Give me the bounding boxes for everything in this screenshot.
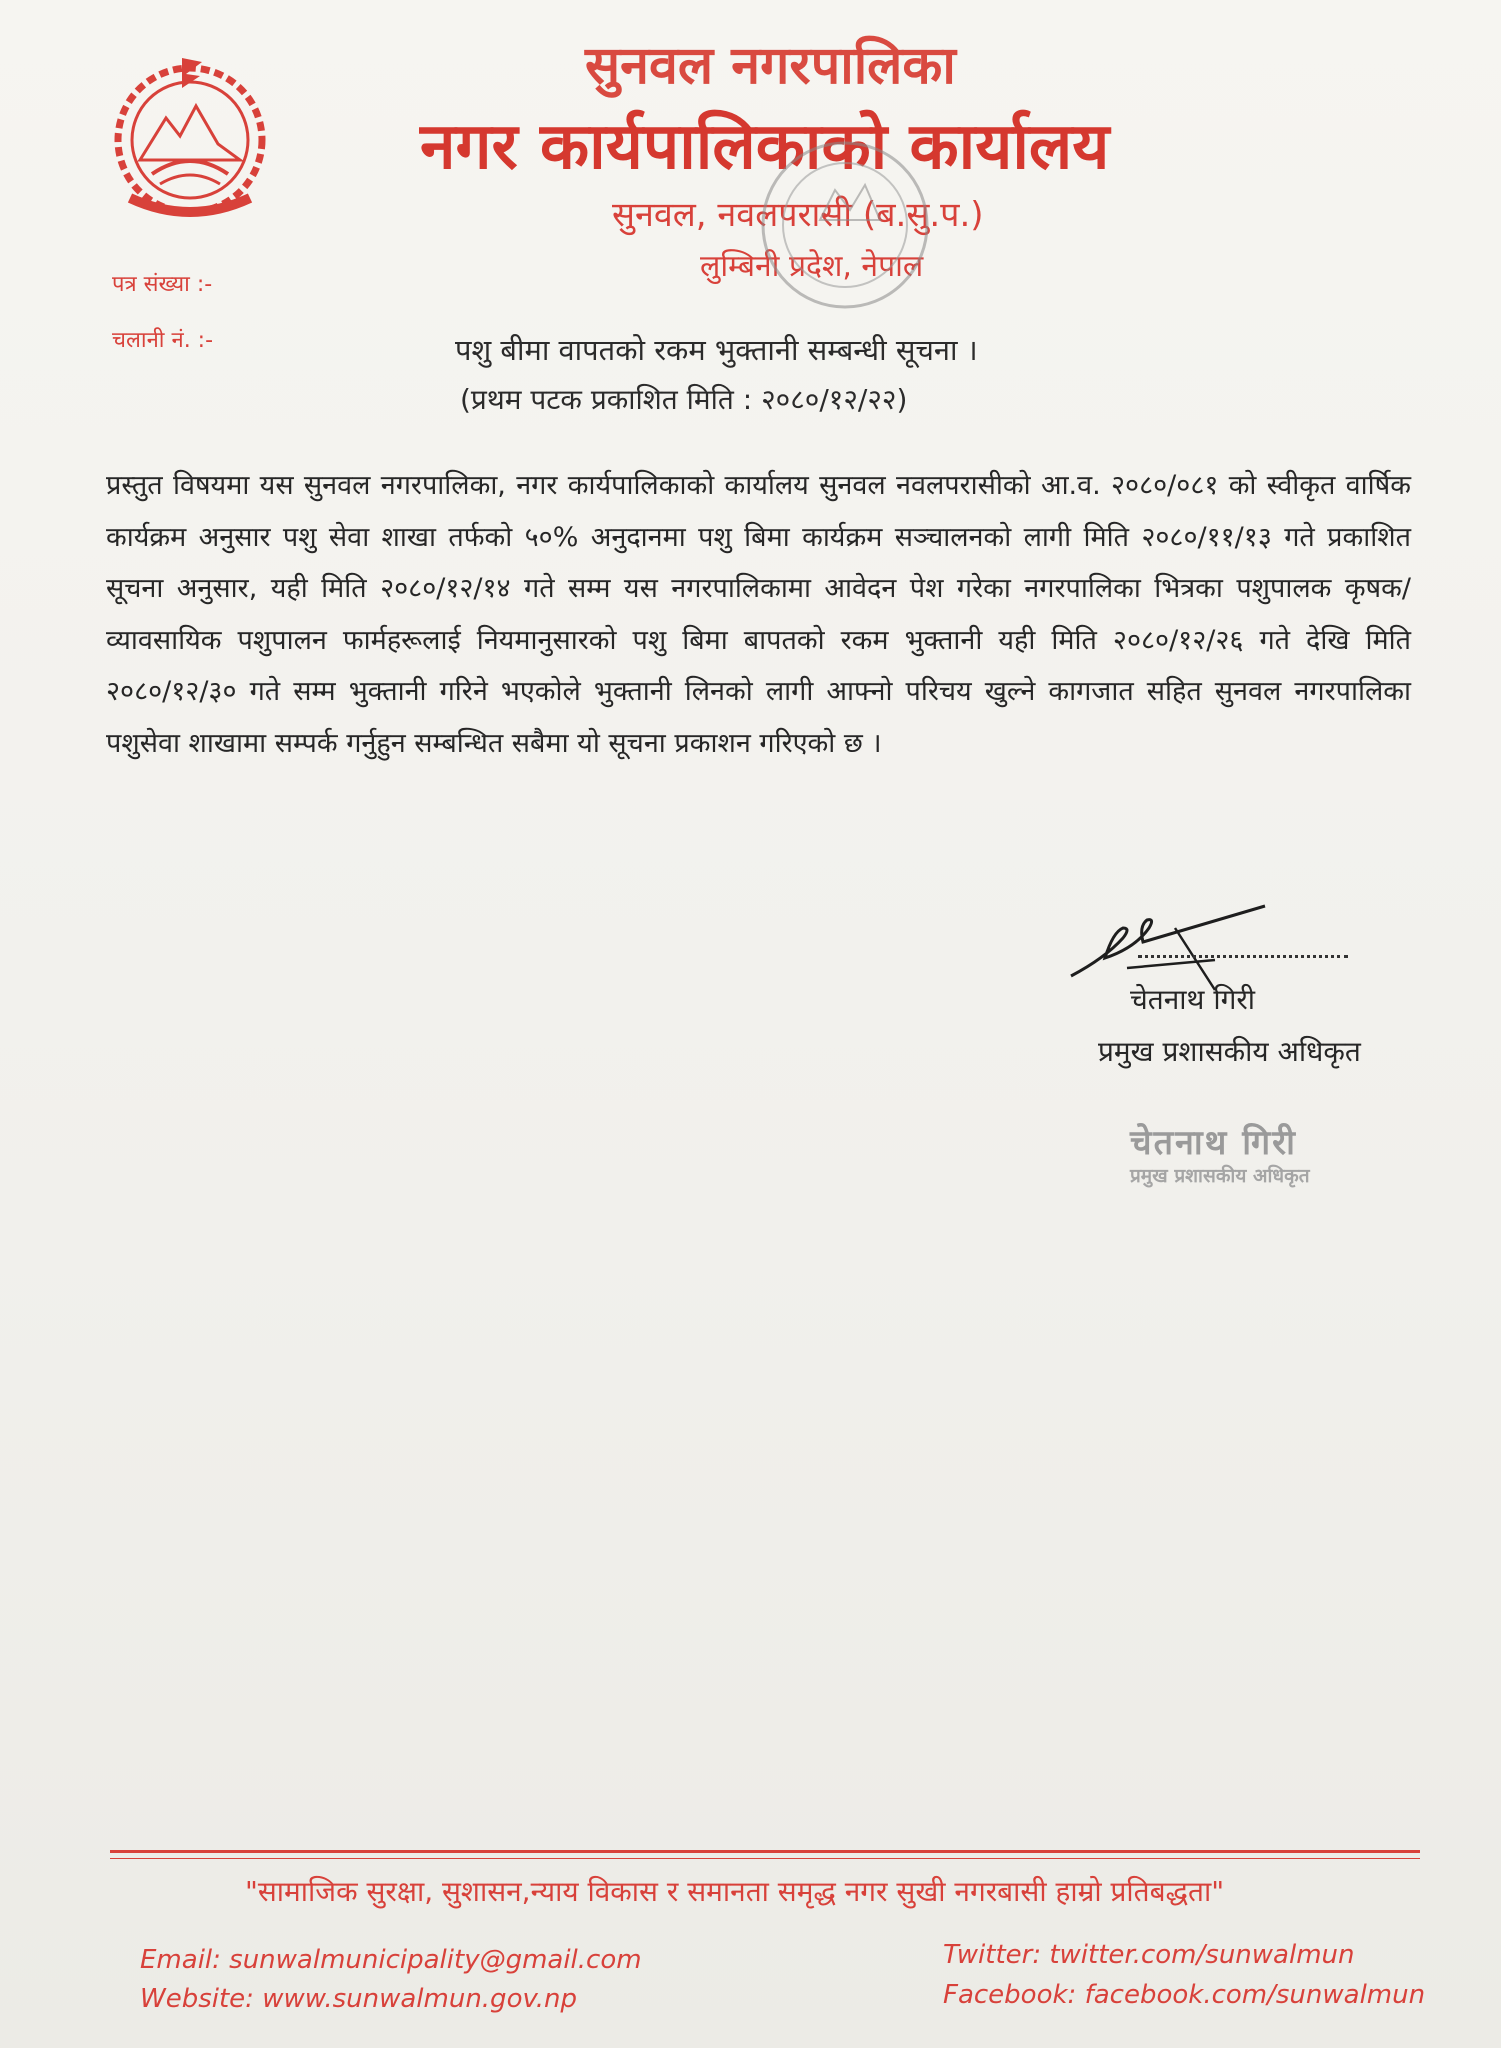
municipality-name: सुनवल नगरपालिका (585, 36, 956, 96)
seal-name: चेतनाथ गिरी (1130, 1123, 1297, 1163)
footer-email: Email: sunwalmunicipality@gmail.com (140, 1945, 642, 1975)
footer-divider (110, 1850, 1420, 1853)
seal-title: प्रमुख प्रशासकीय अधिकृत (1130, 1165, 1310, 1187)
signature-line (1138, 955, 1348, 958)
footer-facebook: Facebook: facebook.com/sunwalmun (943, 1980, 1426, 2010)
signatory-name: चेतनाथ गिरी (1130, 983, 1256, 1016)
office-address: सुनवल, नवलपरासी (ब.सु.प.) (612, 195, 984, 235)
office-stamp-icon (740, 130, 950, 320)
letter-number-label: पत्र संख्या :- (112, 272, 213, 297)
footer-divider-thin (110, 1858, 1420, 1859)
signatory-title: प्रमुख प्रशासकीय अधिकृत (1098, 1035, 1361, 1068)
footer-motto: "सामाजिक सुरक्षा, सुशासन,न्याय विकास र समानता समृद्ध नगर सुखी नगरबासी हाम्रो प्रतिबद्धता" (245, 1875, 1225, 1908)
footer-website: Website: www.sunwalmun.gov.np (140, 1984, 577, 2014)
government-emblem-icon (100, 48, 280, 228)
first-published-date: (प्रथम पटक प्रकाशित मिति : २०८०/१२/२२) (460, 383, 908, 416)
notice-body: प्रस्तुत विषयमा यस सुनवल नगरपालिका, नगर कार्यपालिकाको कार्यालय सुनवल नवलपरासीको आ.व. २०८०/०८१ को स्वीकृत वार्षिक कार्यक्रम अनुसार पशु सेवा शाखा तर्फको ५०% अनुदानमा पशु बिमा कार्यक्रम सञ्चालनको लागी मिति २०८०/११/१३ गते प्रकाशित सूचना अनुसार, यही मिति २०८०/१२/१४ गते सम्म यस नगरपालिकामा आवेदन पेश गरेका नगरपालिका भित्रका पशुपालक कृषक/ व्यावसायिक पशुपालन फार्महरूलाई नियमानुसारको पशु बिमा बापतको रकम भुक्तानी यही मिति २०८०/१२/२६ गते देखि मिति २०८०/१२/३० गते सम्म भुक्तानी गरिने भएकोले भुक्तानी लिनको लागी आफ्नो परिचय खुल्ने कागजात सहित सुनवल नगरपालिका पशुसेवा शाखामा सम्पर्क गर्नुहुन सम्बन्धित सबैमा यो सूचना प्रकाशन गरिएको छ । (106, 470, 1411, 759)
notice-subject: पशु बीमा वापतको रकम भुक्तानी सम्बन्धी सूचना । (455, 333, 978, 367)
footer-twitter: Twitter: twitter.com/sunwalmun (943, 1940, 1355, 1970)
dispatch-number-label: चलानी नं. :- (112, 328, 214, 353)
office-name: नगर कार्यपालिकाको कार्यालय (420, 110, 1110, 184)
office-province: लुम्बिनी प्रदेश, नेपाल (700, 249, 924, 284)
